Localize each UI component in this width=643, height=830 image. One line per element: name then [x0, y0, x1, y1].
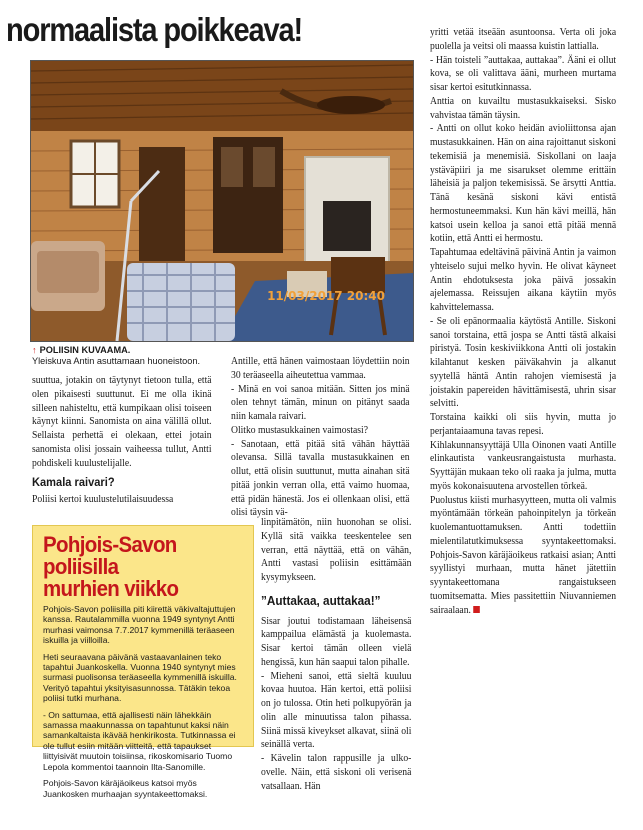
article-column-2 [231, 355, 410, 520]
article-column-1 [32, 374, 212, 507]
paragraph: - Sanotaan, että pitää sitä vähän häyttää olevansa. Sillä tavalla mustasukkainen en ollut, että olisin suuttunut, mutta ainahan sitä pitää jonkin verran olla, että vaimo huomaa, että pidän hänestä. Jos ei ollenkaan olisi, että olisi täysin vä- [231, 438, 410, 519]
paragraph [430, 494, 616, 618]
paragraph: yritti vetää itseään asuntoonsa. Verta oli joka puolella ja veitsi oli maassa kuistin lattialla. [430, 27, 617, 52]
box-title-line: poliisilla [43, 554, 119, 579]
box-paragraph: Heti seuraavana päivänä vastaavanlainen teko tapahtui Juankoskella. Vuonna 1940 syntynyt mies surmasi puolisonsa teräaseella kymmenillä iskuilla. Verityö tapahtui yksityisasunnossa. Tätäkin tekoa poliisi tutki murhana. [43, 651, 237, 704]
paragraph: Torstaina kaikki oli siis hyvin, mutta jo perjantaiaamuna tavas repesi. [430, 412, 617, 437]
paragraph: linpitämätön, niin huonohan se olisi. Kyllä sitä vaikka teeskentelee sen verran, että näyttää, että on vähän, Antti vastasi poliisin esittämään kysymykseen. [261, 517, 412, 583]
room-photo [30, 60, 414, 342]
paragraph-text: Puolustus kiisti murhasyytteen, mutta oli valmis myöntämään törkeän pahoinpitelyn ja törkeän kuolemantuottamuksen. Antti todettiin mielentilatutkimuksessa syyntakeettomaksi. Pohjois-Savon käräjäoikeus ratkaisi asian; Antti syyllistyi murhaan, mutta hänet jätettiin syyntakeettomana rangaistukseen tuomitsematta. Mies passitettiin Niuvanniemen sairaalaan. [430, 494, 617, 616]
box-paragraph: Pohjois-Savon käräjäoikeus katsoi myös Juankosken murhaajan syyntakeettomaksi. [43, 778, 208, 799]
headline: normaalista poikkeava! [6, 11, 303, 48]
subheading: ”Auttakaa, auttakaa!” [261, 593, 381, 608]
sidebar-box [32, 525, 254, 799]
paragraph: Tapahtumaa edeltävinä päivinä Antin ja vaimon yhteiselo sujui melko hyvin. He olivat käyneet Antin ehdotuksesta joka päivä jossakin ajelemassa. Reissujen aikana käytiin myös kahvittelemassa. [430, 247, 617, 313]
paragraph: Antille, että hänen vaimostaan löydettiin noin 30 teräaseella aiheutettua vammaa. [231, 356, 410, 381]
paragraph: suuttua, jotakin on täytynyt tietoon tulla, että olen pikaisesti suuttunut. Ei me olla ikinä silleen nahisteltu, että kumpikaan olisi toiseen käynyt kiinni. Sanomista on aina välillä ollut. Sellaista perhettä ei olekaan, ettei jotain sanomista olisi jossain vaiheessa tullut, Antti pohdiskeli kuulustelijalle. [32, 375, 212, 469]
article-column-3 [430, 26, 616, 617]
box-paragraph: Pohjois-Savon poliisilla piti kiirettä väkivaltajuttujen kanssa. Rautalammilla vuonna 1949 syntynyt Antti murhasi vaimonsa 7.7.2017 kymmenillä teräaseen iskuilla ja viilloilla. [43, 604, 236, 646]
subheading: Kamala raivari? [32, 475, 115, 490]
photo-timestamp: 11/03/2017 20:40 [267, 289, 385, 303]
box-title-line: murhien viikko [43, 576, 179, 601]
paragraph: - Hän toisteli ”auttakaa, auttakaa”. Ääni ei ollut kova, se oli valittava ääni, murheen murtama sisar kertoi esitutkinnassa. [430, 54, 617, 93]
paragraph: Sisar joutui todistamaan läheisensä kamppailua elämästä ja kuolemasta. Sisar kertoi tämän olleen vielä hengissä, kun hän saapui talon pihalle. [261, 615, 412, 668]
paragraph: - Antti on ollut koko heidän avioliittonsa ajan mustasukkainen. Hän on aina rajoittanut siskoni tekemisiä ja menemisiä. Siskollani on laaja ystäväpiiri ja me sisarukset olemme erittäin läheisiä ja paljon tekemisissä. Se ärsytti Anttia. Tänä kesänä siskoni kävi entistä hermostuneemmaksi. Kun hän kävi meillä, hän katsoi usein kelloa ja sanoi että pitää mennä kotiin, että Antti ei hermostu. [430, 123, 617, 245]
box-title-line: Pohjois-Savon [43, 532, 177, 557]
question: Olitko mustasukkainen vaimostasi? [231, 424, 369, 436]
paragraph: Poliisi kertoi kuulustelutilaisuudessa [32, 494, 174, 505]
box-title [43, 534, 229, 600]
box-paragraph: - On sattumaa, että ajallisesti näin lähekkäin samassa maakunnassa on tapahtunut kaksi näin samankaltaista ikävää henkirikosta. Tutkinnassa ei ole tullut esiin mitään viitteitä, että tapaukset liittyisivät muutoin toisiinsa, rikoskomisario Tuomo Lepola kommentoi taannoin Ilta-Sanomille. [43, 709, 236, 772]
paragraph: - Minä en voi sanoa mitään. Sitten jos minä olen tehnyt tämän, minun on pitänyt saada niin kamala raivari. [231, 383, 410, 422]
paragraph: - Se oli epänormaalia käytöstä Antille. Siskoni sanoi torstaina, että jospa se Antti tästä alkaisi piristyä. Tosin keskiviikkona Antti oli jostakin kilahtanut kesken päiväkahvin ja alkanut syytellä häntä Antin rahojen viemisestä ja joistakin papereiden hävittämisestä, uhrin sisar selvitti. [430, 315, 617, 410]
paragraph: Anttia on kuvailtu mustasukkaiseksi. Sisko vahvistaa tämän täysin. [430, 95, 617, 121]
paragraph: - Kävelin talon rappusille ja ulko-ovelle. Näin, että siskoni oli verisenä vatsallaan. Hän [261, 753, 412, 792]
paragraph: - Mieheni sanoi, että sieltä kuuluu kovaa huutoa. Hän kertoi, että poliisi on jo tulossa. Otin heti polkupyörän ja olin alle minuutissa talon pihassa. Siinä missä kiveykset alkavat, siinä oli seinällä verta. [261, 670, 412, 751]
paragraph: Kihlakunnansyyttäjä Ulla Oinonen vaati Antille elinkautista vankeusrangaistusta murhasta. Syyttäjän mukaan teko oli raaka ja julma, mutta myös kokonaisuutena arvostellen törkeä. [430, 439, 617, 492]
photo-credit: POLIISIN KUVAAMA. [39, 345, 131, 355]
article-column-2-continued [261, 516, 411, 793]
arrow-up-icon: ↑ [32, 345, 37, 355]
caption-text: Yleiskuva Antin asuttamaan huoneistoon. [32, 356, 201, 366]
end-mark-icon [473, 606, 480, 613]
